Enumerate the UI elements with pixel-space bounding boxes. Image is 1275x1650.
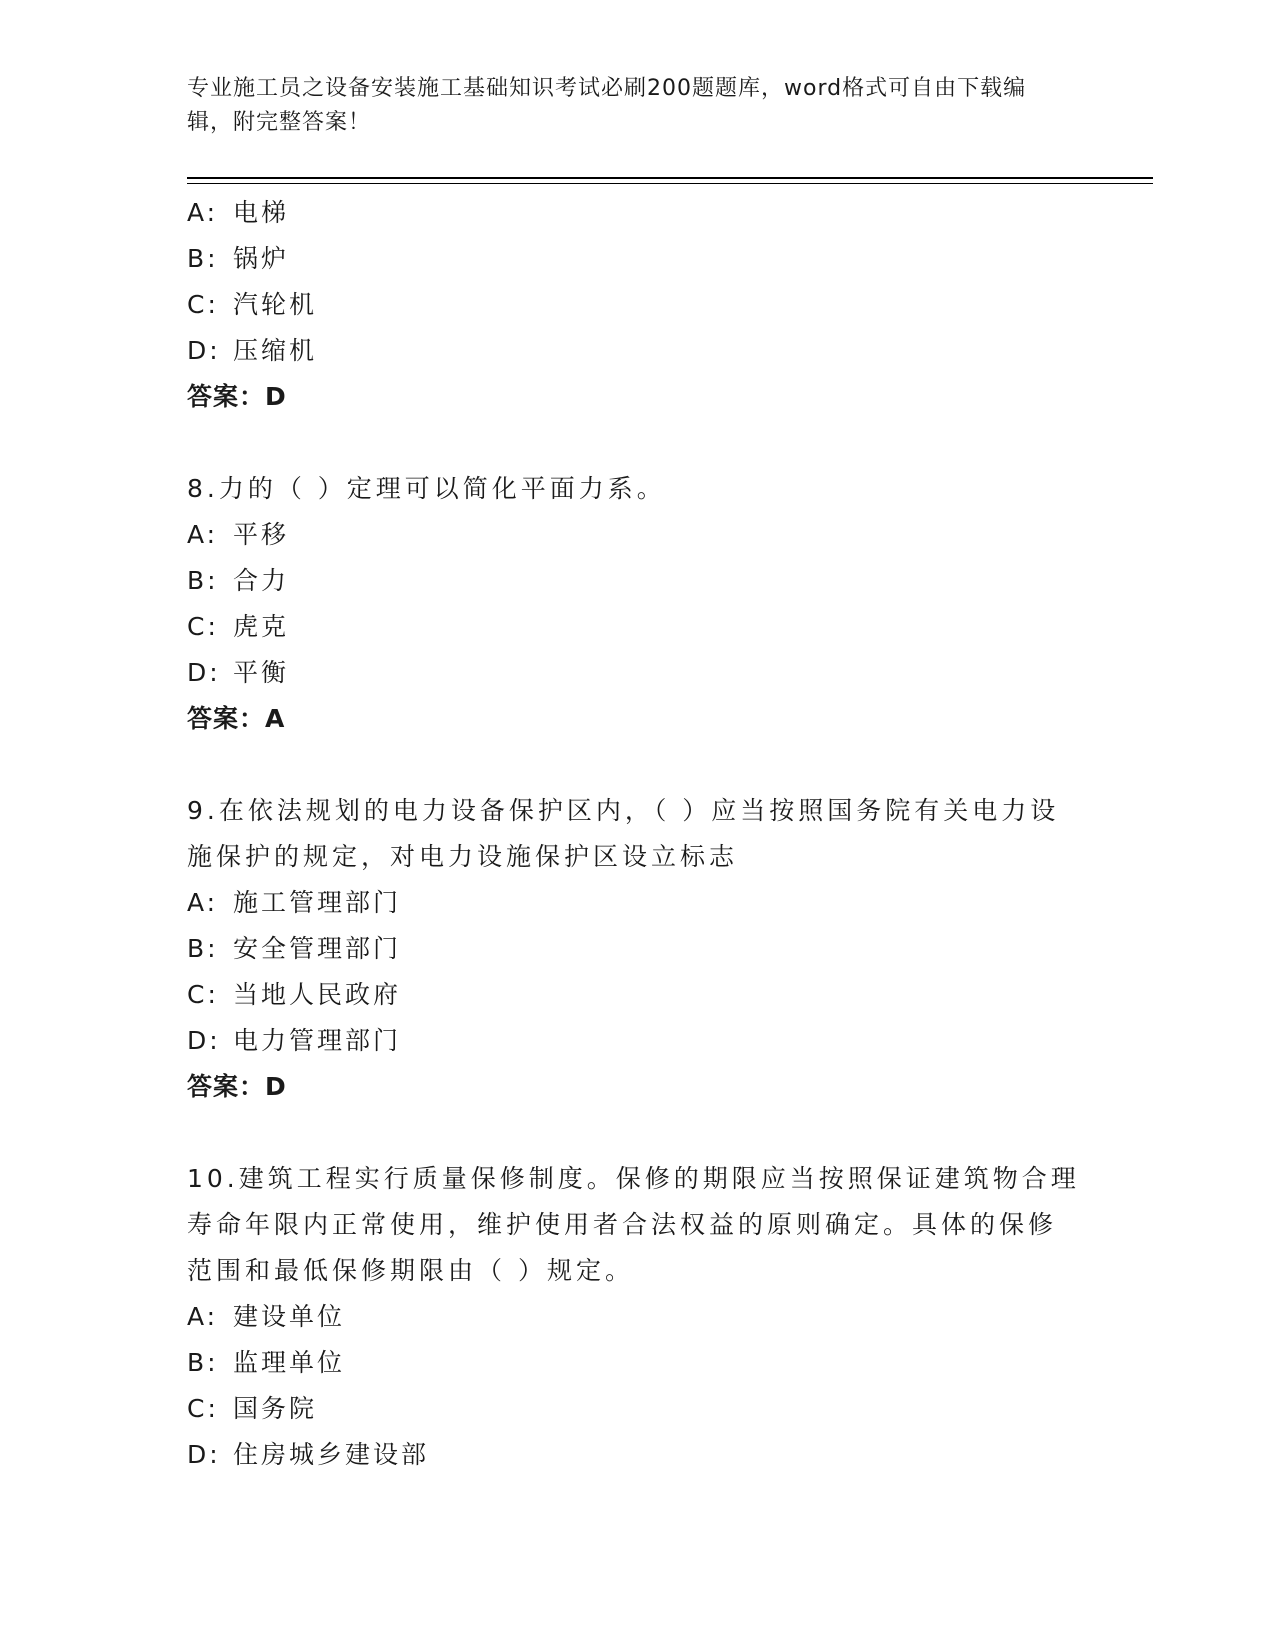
option-c [187, 282, 1087, 328]
option-a [187, 1294, 1087, 1340]
option-text: 平移 [233, 520, 290, 549]
question-7 [187, 190, 1087, 420]
option-d [187, 1018, 1087, 1064]
option-text: 国务院 [233, 1394, 318, 1423]
option-letter: C: [187, 290, 219, 319]
header-divider-thin [187, 183, 1153, 184]
option-b [187, 558, 1087, 604]
question-list [187, 190, 1087, 1478]
question-8 [187, 466, 1087, 742]
question-line: 施保护的规定，对电力设施保护区设立标志 [187, 842, 739, 871]
question-line: 寿命年限内正常使用，维护使用者合法权益的原则确定。具体的保修 [187, 1210, 1058, 1239]
option-a [187, 880, 1087, 926]
option-text: 住房城乡建设部 [233, 1440, 430, 1469]
option-letter: D: [187, 1440, 221, 1469]
option-letter: D: [187, 1026, 221, 1055]
option-d [187, 650, 1087, 696]
option-text: 监理单位 [233, 1348, 346, 1377]
option-text: 压缩机 [233, 336, 318, 365]
option-a [187, 190, 1087, 236]
option-letter: A: [187, 888, 219, 917]
question-text [187, 1156, 1087, 1294]
question-10 [187, 1156, 1087, 1478]
option-text: 锅炉 [233, 244, 290, 273]
answer: 答案：D [187, 1072, 287, 1101]
option-letter: D: [187, 336, 221, 365]
option-d [187, 328, 1087, 374]
answer: 答案：D [187, 382, 287, 411]
document-header: 专业施工员之设备安装施工基础知识考试必刷200题题库，word格式可自由下载编辑，附完整答案！ [187, 76, 1027, 135]
question-line: 10.建筑工程实行质量保修制度。保修的期限应当按照保证建筑物合理 [187, 1164, 1080, 1193]
option-text: 平衡 [233, 658, 290, 687]
question-9 [187, 788, 1087, 1110]
option-letter: D: [187, 658, 221, 687]
option-c [187, 972, 1087, 1018]
option-text: 施工管理部门 [233, 888, 402, 917]
option-b [187, 926, 1087, 972]
option-b [187, 236, 1087, 282]
option-text: 汽轮机 [233, 290, 318, 319]
option-a [187, 512, 1087, 558]
option-text: 合力 [233, 566, 290, 595]
option-d [187, 1432, 1087, 1478]
option-text: 虎克 [233, 612, 290, 641]
question-line: 8.力的（ ）定理可以简化平面力系。 [187, 474, 666, 503]
answer: 答案：A [187, 704, 286, 733]
option-c [187, 1386, 1087, 1432]
option-letter: B: [187, 244, 219, 273]
option-c [187, 604, 1087, 650]
option-letter: C: [187, 1394, 219, 1423]
question-text [187, 466, 1087, 512]
option-text: 安全管理部门 [233, 934, 402, 963]
option-text: 电梯 [233, 198, 290, 227]
option-letter: C: [187, 980, 219, 1009]
question-text [187, 788, 1087, 880]
option-letter: A: [187, 1302, 219, 1331]
option-letter: A: [187, 520, 219, 549]
question-line: 9.在依法规划的电力设备保护区内，（ ）应当按照国务院有关电力设 [187, 796, 1060, 825]
option-text: 电力管理部门 [233, 1026, 402, 1055]
option-text: 当地人民政府 [233, 980, 402, 1009]
option-b [187, 1340, 1087, 1386]
option-letter: B: [187, 934, 219, 963]
option-letter: B: [187, 566, 219, 595]
option-letter: A: [187, 198, 219, 227]
option-letter: B: [187, 1348, 219, 1377]
option-letter: C: [187, 612, 219, 641]
option-text: 建设单位 [233, 1302, 346, 1331]
header-divider [187, 177, 1153, 179]
question-line: 范围和最低保修期限由（ ）规定。 [187, 1256, 634, 1285]
